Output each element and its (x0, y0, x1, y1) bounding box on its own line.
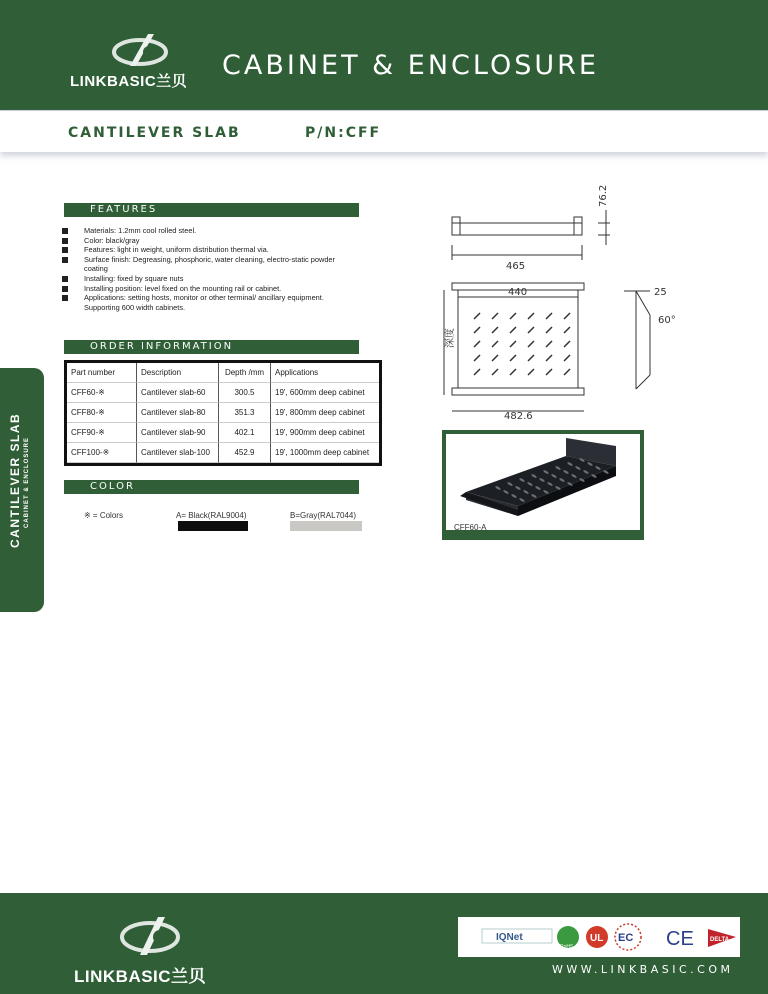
table-cell: 452.9 (219, 443, 271, 463)
slot (528, 369, 534, 375)
dim-76-2: 76.2 (598, 184, 609, 207)
feature-item: Installing position: level fixed on the mounting rail or cabinet. (62, 284, 352, 294)
slot (546, 341, 552, 347)
slot (492, 313, 498, 319)
slot (528, 355, 534, 361)
table-cell: CFF90-※ (67, 423, 137, 443)
table-cell: 300.5 (219, 383, 271, 403)
table-cell: 19', 800mm deep cabinet (271, 403, 379, 423)
slot (510, 313, 516, 319)
logo-mark-icon (70, 30, 210, 70)
slot (528, 313, 534, 319)
feature-item: Features: light in weight, uniform distribution thermal via. (62, 245, 352, 255)
header-cell: Applications (271, 363, 379, 383)
slot (510, 355, 516, 361)
color-option-a: A= Black(RAL9004) (176, 511, 247, 520)
cert-ce: CE (666, 928, 694, 950)
dim-60-deg: 60° (658, 315, 676, 326)
slot (492, 327, 498, 333)
slot (474, 341, 480, 347)
dim-482-6: 482.6 (504, 411, 533, 422)
slot (528, 327, 534, 333)
slot (474, 313, 480, 319)
feature-item: Applications: setting hosts, monitor or other terminal/ ancillary equipment. Supporting 600 width cabinets. (62, 293, 352, 312)
page-title: CABINET & ENCLOSURE (222, 50, 599, 81)
top-view (444, 283, 584, 411)
table-header-row (67, 363, 379, 383)
slot (564, 341, 570, 347)
cert-iqnet: IQNet (496, 932, 523, 943)
header-band (0, 0, 768, 110)
order-section-bar (64, 340, 359, 354)
side-tab-main: CANTILEVER SLAB (8, 412, 22, 548)
slot (564, 313, 570, 319)
table-row (67, 423, 379, 443)
header-cell: Depth /mm (219, 363, 271, 383)
logo-text: LINKBASIC兰贝 (70, 73, 188, 90)
slot (546, 369, 552, 375)
dim-25: 25 (654, 287, 667, 298)
order-heading: ORDER INFORMATION (90, 341, 234, 352)
slot (492, 341, 498, 347)
footer-logo-mark-icon (110, 913, 190, 963)
table-cell: CFF60-※ (67, 383, 137, 403)
order-table (64, 360, 382, 466)
brand-logo (70, 30, 210, 90)
color-swatch-black (178, 521, 248, 531)
slot (564, 369, 570, 375)
color-legend-label: ※ = Colors (84, 511, 123, 520)
slot (474, 369, 480, 375)
slot (510, 369, 516, 375)
table-cell: Cantilever slab-80 (137, 403, 219, 423)
table-cell: 19', 600mm deep cabinet (271, 383, 379, 403)
table-cell: CFF100-※ (67, 443, 137, 463)
color-option-b: B=Gray(RAL7044) (290, 511, 357, 520)
front-view (452, 210, 610, 260)
header-cell: Description (137, 363, 219, 383)
table-cell: 19', 900mm deep cabinet (271, 423, 379, 443)
dim-depth: 深度 (445, 328, 456, 348)
cert-ul: UL (590, 933, 604, 944)
slot (510, 327, 516, 333)
table-cell: 351.3 (219, 403, 271, 423)
feature-item: Color: black/gray (62, 236, 352, 246)
dim-465: 465 (506, 261, 526, 272)
slot (528, 341, 534, 347)
color-section-bar (64, 480, 359, 494)
table-cell: Cantilever slab-90 (137, 423, 219, 443)
table-row (67, 383, 379, 403)
slot (474, 355, 480, 361)
ventilation-slots (474, 313, 570, 375)
side-tab-sub: CABINET & ENCLOSURE (24, 436, 30, 528)
slot (474, 327, 480, 333)
color-heading: COLOR (90, 481, 135, 492)
certification-strip (458, 917, 740, 957)
table-cell: Cantilever slab-100 (137, 443, 219, 463)
side-view (624, 291, 650, 389)
slot (510, 341, 516, 347)
feature-item: Installing: fixed by square nuts (62, 274, 352, 284)
features-section-bar (64, 203, 359, 217)
photo-caption: CFF60-A (454, 523, 487, 532)
slot (564, 327, 570, 333)
cert-delta: DELTA (710, 937, 730, 943)
cantilever-slab-image (446, 434, 640, 530)
product-name: CANTILEVER SLAB (68, 125, 241, 141)
slot (492, 369, 498, 375)
table-cell: CFF80-※ (67, 403, 137, 423)
slot (546, 327, 552, 333)
product-subheader (0, 110, 768, 152)
slot (546, 313, 552, 319)
footer-logo-text: LINKBASIC兰贝 (74, 967, 207, 986)
product-photo (446, 434, 640, 530)
feature-item: Surface finish: Degreasing, phosphoric, water cleaning, electro-static powder coating (62, 255, 352, 274)
slot (492, 355, 498, 361)
table-cell: 402.1 (219, 423, 271, 443)
table-row (67, 403, 379, 423)
cert-rohs: RoHS (560, 944, 574, 950)
technical-drawing (440, 175, 680, 430)
table-cell: 19', 1000mm deep cabinet (271, 443, 379, 463)
slot (564, 355, 570, 361)
header-cell: Part number (67, 363, 137, 383)
cert-ec: EC (618, 932, 634, 944)
features-heading: FEATURES (90, 204, 158, 215)
certification-logos (458, 917, 740, 957)
feature-item: Materials: 1.2mm cool rolled steel. (62, 226, 352, 236)
table-cell: Cantilever slab-60 (137, 383, 219, 403)
color-swatch-gray (290, 521, 362, 531)
table-row (67, 443, 379, 463)
features-list (62, 226, 352, 312)
website-link[interactable]: WWW.LINKBASIC.COM (552, 963, 734, 976)
side-tab (0, 368, 44, 612)
dim-440: 440 (508, 287, 528, 298)
part-number: P/N:CFF (305, 125, 382, 141)
slot (546, 355, 552, 361)
